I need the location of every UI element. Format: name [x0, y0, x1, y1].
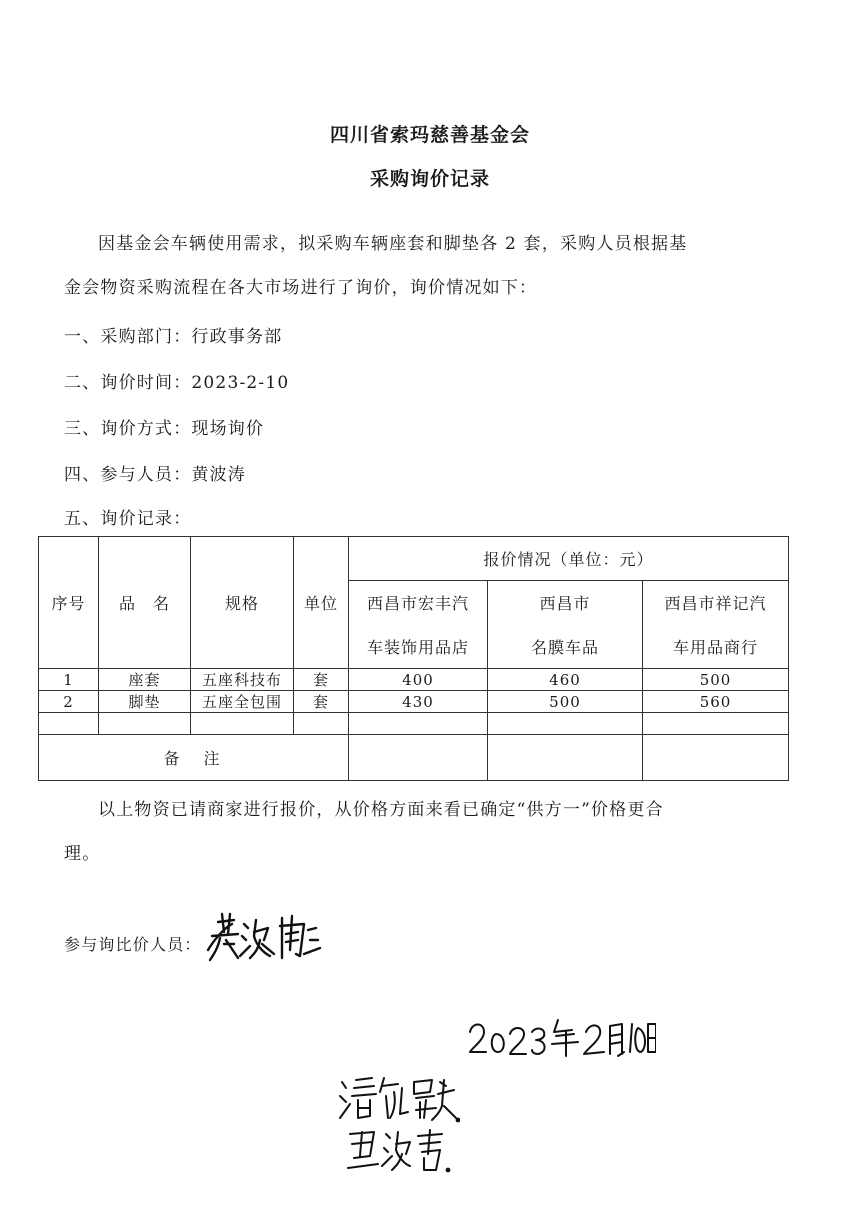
item-record: 五、询价记录： — [64, 509, 192, 529]
header-spec: 规格 — [191, 537, 294, 669]
row-1-price-1: 400 — [349, 669, 488, 691]
header-name: 品 名 — [99, 537, 191, 669]
vendor-3-line-2: 车用品商行 — [643, 625, 789, 669]
intro-line-2: 金会物资采购流程在各大市场进行了询价，询价情况如下： — [64, 278, 538, 298]
header-quote: 报价情况（单位：元） — [349, 537, 789, 581]
conclusion-line-2: 理。 — [64, 844, 101, 864]
handwritten-date — [466, 1012, 656, 1060]
row-1-name: 座套 — [99, 669, 191, 691]
approval-signature — [344, 1126, 468, 1174]
quote-table — [38, 536, 789, 781]
row-1-price-2: 460 — [488, 669, 643, 691]
item-participants: 四、参与人员：黄波涛 — [64, 465, 246, 485]
row-2-price-2: 500 — [488, 691, 643, 713]
remarks-label: 备 注 — [39, 735, 349, 781]
conclusion-paragraph — [64, 788, 776, 876]
vendor-1-line-1: 西昌市宏丰汽 — [349, 581, 488, 625]
vendor-1-line-2: 车装饰用品店 — [349, 625, 488, 669]
header-unit: 单位 — [294, 537, 349, 669]
row-2-seq: 2 — [39, 691, 99, 713]
remarks-cell-2 — [488, 735, 643, 781]
intro-line-1: 因基金会车辆使用需求，拟采购车辆座套和脚垫各 2 套，采购人员根据基 — [98, 234, 688, 254]
row-2-unit: 套 — [294, 691, 349, 713]
approval-note — [336, 1072, 460, 1124]
remarks-cell-3 — [643, 735, 789, 781]
row-2-price-1: 430 — [349, 691, 488, 713]
row-2-spec: 五座全包围 — [191, 691, 294, 713]
vendor-3-line-1: 西昌市祥记汽 — [643, 581, 789, 625]
org-title: 四川省索玛慈善基金会 — [329, 124, 530, 146]
participant-signature — [204, 910, 324, 966]
intro-paragraph — [64, 222, 776, 310]
row-1-unit: 套 — [294, 669, 349, 691]
item-department: 一、采购部门：行政事务部 — [64, 327, 283, 347]
remarks-cell-1 — [349, 735, 488, 781]
row-1-seq: 1 — [39, 669, 99, 691]
row-2-price-3: 560 — [643, 691, 789, 713]
table-row-empty — [39, 713, 789, 735]
table-row — [39, 691, 789, 713]
participants-label: 参与询比价人员： — [64, 935, 202, 954]
doc-title: 采购询价记录 — [369, 168, 490, 190]
vendor-2-line-1: 西昌市 — [488, 581, 643, 625]
conclusion-line-1: 以上物资已请商家进行报价，从价格方面来看已确定“供方一”价格更合 — [98, 800, 664, 820]
row-1-spec: 五座科技布 — [191, 669, 294, 691]
item-method: 三、询价方式：现场询价 — [64, 419, 265, 439]
row-2-name: 脚垫 — [99, 691, 191, 713]
item-date: 二、询价时间：2023-2-10 — [64, 373, 290, 393]
vendor-2-line-2: 名膜车品 — [488, 625, 643, 669]
header-seq: 序号 — [39, 537, 99, 669]
row-1-price-3: 500 — [643, 669, 789, 691]
table-row — [39, 669, 789, 691]
